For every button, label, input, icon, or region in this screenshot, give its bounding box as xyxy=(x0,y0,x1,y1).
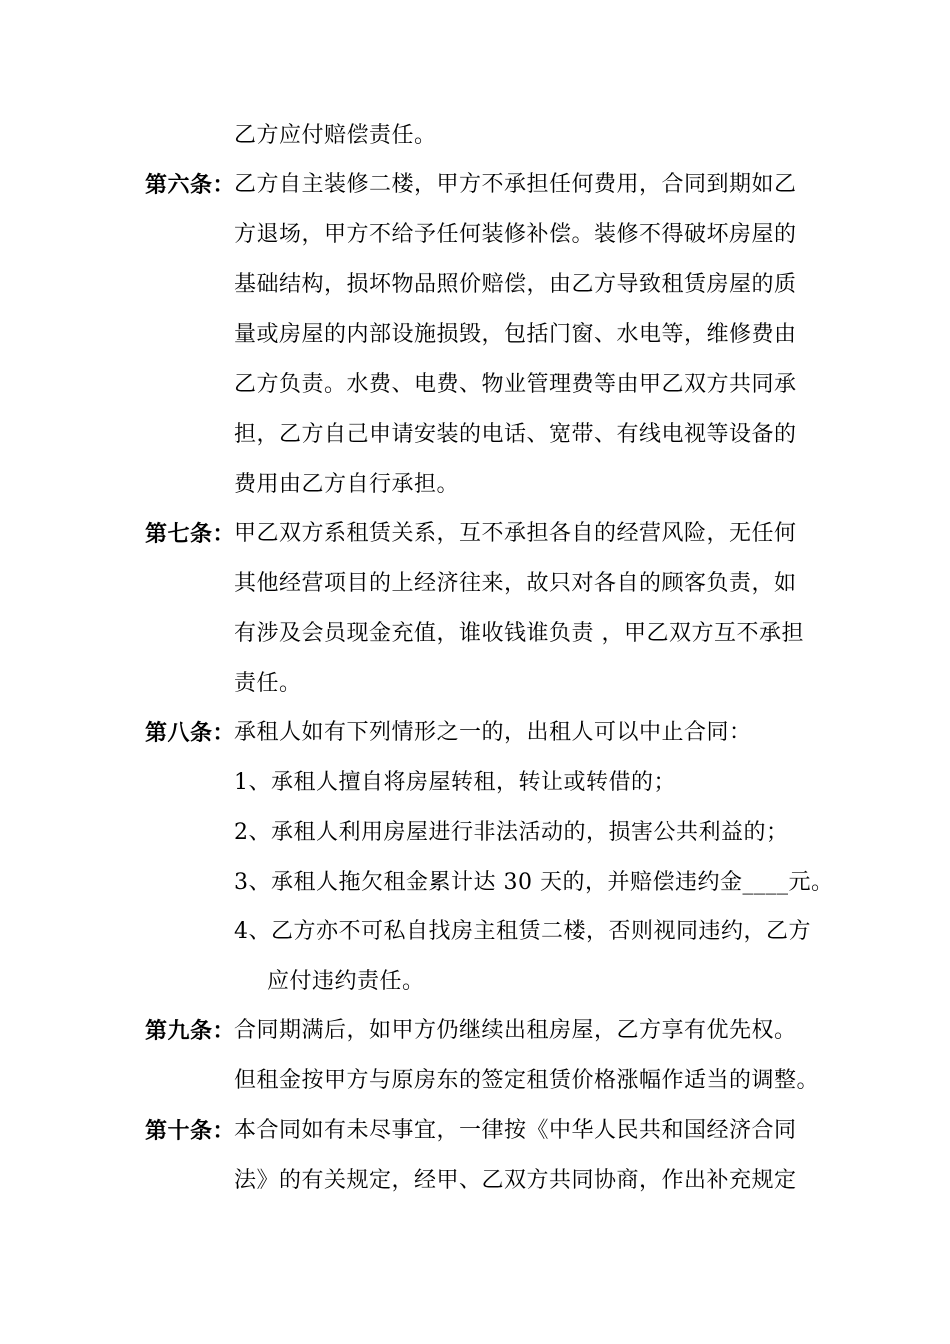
article-6-line: 基础结构，损坏物品照价赔偿，由乙方导致租赁房屋的质 xyxy=(234,272,797,297)
article-6-line: 方退场，甲方不给予任何装修补偿。装修不得破坏房屋的 xyxy=(234,222,797,247)
article-7-line: 甲乙双方系租赁关系，互不承担各自的经营风险，无任何 xyxy=(234,521,797,546)
article-6-line: 担，乙方自己申请安装的电话、宽带、有线电视等设备的 xyxy=(234,422,797,447)
continuation-line: 乙方应付赔偿责任。 xyxy=(234,123,437,148)
article-6-line: 乙方负责。水费、电费、物业管理费等由甲乙双方共同承 xyxy=(234,372,797,397)
article-6-line: 乙方自主装修二楼，甲方不承担任何费用，合同到期如乙 xyxy=(234,172,797,197)
article-8-item: 3、承租人拖欠租金累计达 30 天的，并赔偿违约金____元。 xyxy=(234,870,834,895)
article-9-heading: 第九条： xyxy=(145,1018,236,1044)
article-8-item-continuation: 应付违约责任。 xyxy=(267,969,425,994)
article-10-line: 本合同如有未尽事宜，一律按《中华人民共和国经济合同 xyxy=(234,1118,797,1143)
article-9-line: 合同期满后，如甲方仍继续出租房屋，乙方享有优先权。 xyxy=(234,1018,797,1043)
article-10-heading: 第十条： xyxy=(145,1118,236,1144)
article-8-item: 4、乙方亦不可私自找房主租赁二楼，否则视同违约，乙方 xyxy=(234,919,811,944)
article-8-item: 1、承租人擅自将房屋转租，转让或转借的； xyxy=(234,770,676,795)
article-7-heading: 第七条： xyxy=(145,521,236,547)
article-7-line: 责任。 xyxy=(234,671,302,696)
article-6-line: 费用由乙方自行承担。 xyxy=(234,472,460,497)
article-10-line: 法》的有关规定，经甲、乙双方共同协商，作出补充规定 xyxy=(234,1168,797,1193)
article-8-line: 承租人如有下列情形之一的，出租人可以中止合同： xyxy=(234,720,752,745)
article-6-heading: 第六条： xyxy=(145,172,236,198)
article-8-heading: 第八条： xyxy=(145,720,236,746)
article-6-line: 量或房屋的内部设施损毁，包括门窗、水电等，维修费由 xyxy=(234,322,797,347)
article-7-line: 其他经营项目的上经济往来，故只对各自的顾客负责，如 xyxy=(234,571,797,596)
article-7-line: 有涉及会员现金充值，谁收钱谁负责 ，甲乙双方互不承担 xyxy=(234,621,804,646)
article-9-line: 但租金按甲方与原房东的签定租赁价格涨幅作适当的调整。 xyxy=(234,1068,820,1093)
article-8-item: 2、承租人利用房屋进行非法活动的，损害公共利益的； xyxy=(234,820,789,845)
